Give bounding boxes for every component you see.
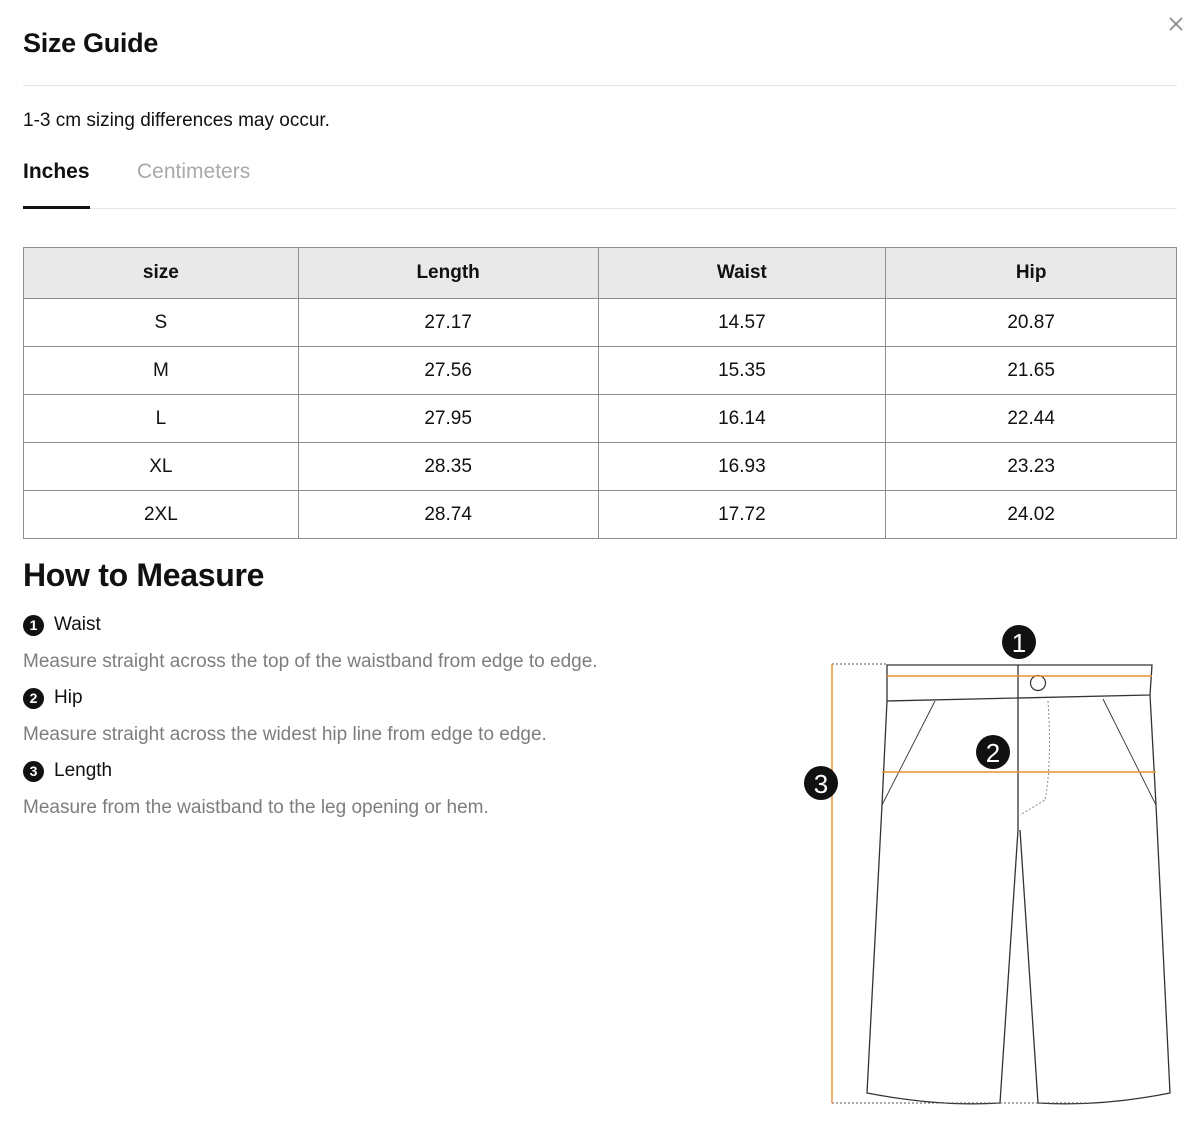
cell-hip: 22.44 bbox=[886, 395, 1177, 443]
fly-stitching bbox=[1020, 701, 1049, 815]
button-icon bbox=[1031, 676, 1046, 691]
table-row bbox=[24, 395, 1177, 443]
column-header-length: Length bbox=[298, 248, 598, 299]
close-icon bbox=[1166, 14, 1186, 34]
measure-label: Length bbox=[54, 760, 113, 781]
cell-size: L bbox=[24, 395, 299, 443]
table-row bbox=[24, 299, 1177, 347]
measure-label: Hip bbox=[54, 687, 83, 708]
cell-hip: 24.02 bbox=[886, 491, 1177, 539]
measure-item-length bbox=[23, 759, 489, 819]
cell-hip: 20.87 bbox=[886, 299, 1177, 347]
cell-length: 28.35 bbox=[298, 443, 598, 491]
tab-inches[interactable]: Inches bbox=[23, 160, 90, 209]
tab-centimeters[interactable]: Centimeters bbox=[137, 160, 251, 183]
marker-waist bbox=[1002, 625, 1036, 659]
measure-description: Measure straight across the widest hip line from edge to edge. bbox=[23, 724, 547, 745]
cell-waist: 16.93 bbox=[598, 443, 886, 491]
cell-length: 27.17 bbox=[298, 299, 598, 347]
marker-waist-number: 1 bbox=[1011, 628, 1027, 658]
sizing-note: 1-3 cm sizing differences may occur. bbox=[23, 110, 330, 131]
cell-waist: 17.72 bbox=[598, 491, 886, 539]
column-header-waist: Waist bbox=[598, 248, 886, 299]
cell-waist: 15.35 bbox=[598, 347, 886, 395]
cell-hip: 21.65 bbox=[886, 347, 1177, 395]
measure-description: Measure straight across the top of the waistband from edge to edge. bbox=[23, 651, 598, 672]
table-row bbox=[24, 491, 1177, 539]
number-badge: 2 bbox=[23, 688, 44, 709]
cell-hip: 23.23 bbox=[886, 443, 1177, 491]
measure-label: Waist bbox=[54, 614, 101, 635]
cell-length: 27.56 bbox=[298, 347, 598, 395]
column-header-size: size bbox=[24, 248, 299, 299]
measure-item-hip bbox=[23, 686, 547, 746]
cell-waist: 14.57 bbox=[598, 299, 886, 347]
how-to-measure-title: How to Measure bbox=[23, 557, 265, 593]
cell-waist: 16.14 bbox=[598, 395, 886, 443]
measure-description: Measure from the waistband to the leg opening or hem. bbox=[23, 797, 489, 818]
number-badge: 3 bbox=[23, 761, 44, 782]
marker-hip bbox=[976, 735, 1010, 769]
cell-length: 28.74 bbox=[298, 491, 598, 539]
table-row bbox=[24, 443, 1177, 491]
marker-length bbox=[804, 766, 838, 800]
table-row bbox=[24, 347, 1177, 395]
cell-size: S bbox=[24, 299, 299, 347]
cell-size: 2XL bbox=[24, 491, 299, 539]
cell-length: 27.95 bbox=[298, 395, 598, 443]
cell-size: XL bbox=[24, 443, 299, 491]
shorts-outline bbox=[867, 665, 1170, 1104]
marker-hip-number: 2 bbox=[985, 738, 1001, 768]
page-title: Size Guide bbox=[23, 28, 159, 58]
unit-tabs bbox=[23, 156, 1177, 209]
measure-item-waist bbox=[23, 613, 598, 673]
close-button[interactable] bbox=[1166, 14, 1186, 34]
size-table bbox=[23, 247, 1177, 539]
column-header-hip: Hip bbox=[886, 248, 1177, 299]
header-divider bbox=[23, 85, 1177, 86]
table-header-row bbox=[24, 248, 1177, 299]
shorts-diagram bbox=[790, 615, 1190, 1115]
marker-length-number: 3 bbox=[813, 769, 829, 799]
cell-size: M bbox=[24, 347, 299, 395]
number-badge: 1 bbox=[23, 615, 44, 636]
